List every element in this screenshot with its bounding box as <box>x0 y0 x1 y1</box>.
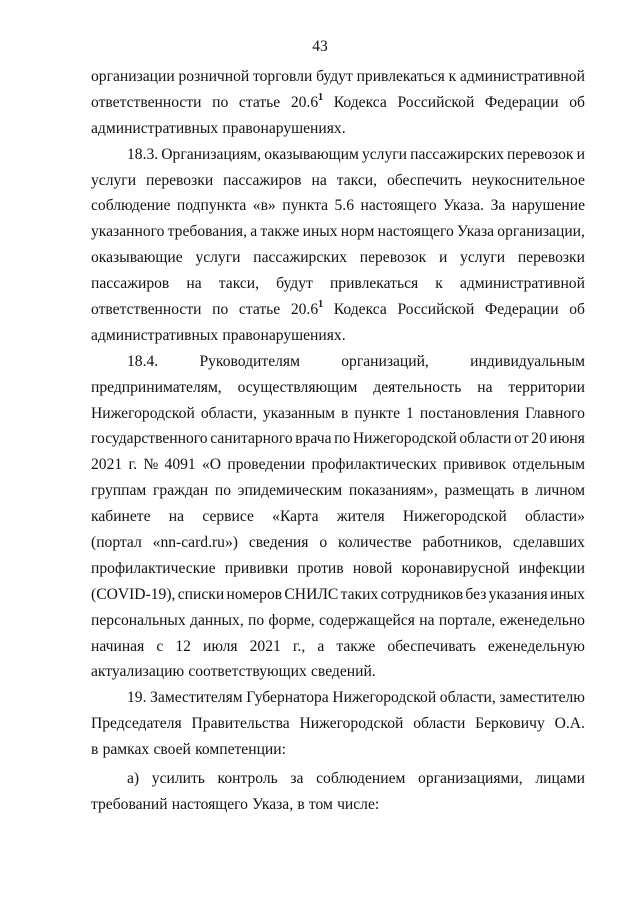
word: Указа, <box>252 795 294 813</box>
word: а <box>317 637 325 655</box>
word: перевозок <box>359 249 427 267</box>
word: новой <box>352 559 393 577</box>
word: иных <box>302 223 338 241</box>
word: с <box>156 637 164 655</box>
word: «Карта <box>272 508 319 526</box>
text-line <box>91 193 585 219</box>
word: постановления <box>419 404 520 422</box>
word: кабинете <box>91 508 151 526</box>
word: соответствующих <box>188 663 307 681</box>
word: против <box>297 559 344 577</box>
word: административных <box>91 119 219 137</box>
word: о <box>319 534 328 552</box>
word: настоящего <box>360 197 437 215</box>
word: на <box>419 611 435 629</box>
word: Указа <box>457 223 495 241</box>
text-line <box>91 685 585 711</box>
word: в <box>91 741 99 759</box>
word: будут <box>316 68 353 85</box>
word: также <box>336 637 376 655</box>
word: перевозки <box>146 171 214 189</box>
word: Берковичу <box>475 715 545 733</box>
word: без <box>465 585 487 603</box>
word: неукоснительное <box>471 171 585 189</box>
word: Российской <box>397 93 475 111</box>
word: 1 <box>406 404 414 422</box>
word: административной <box>459 275 585 293</box>
word: оказывающие <box>91 249 183 267</box>
word: еженедельную <box>487 637 585 655</box>
word: 19. <box>127 689 147 707</box>
word: обеспечить <box>387 171 462 189</box>
text-line <box>91 375 585 401</box>
word: статье <box>238 301 281 319</box>
word: области, <box>439 689 496 707</box>
word: а) <box>127 770 140 788</box>
word: г., <box>292 637 306 655</box>
word: размещать <box>444 482 515 500</box>
word: 2021 <box>91 456 123 474</box>
text-line <box>91 792 585 818</box>
word: об <box>569 301 585 319</box>
word: профилактических <box>311 456 437 474</box>
word: области <box>413 715 466 733</box>
word: на <box>168 508 185 526</box>
text-line <box>91 64 585 90</box>
word: СНИЛС <box>284 585 339 603</box>
word: ответственности <box>91 93 202 111</box>
word: Кодекса <box>333 301 387 319</box>
word: в <box>297 795 305 813</box>
word: требования, <box>167 223 247 241</box>
word: (COVID-19), <box>91 585 176 603</box>
word: Председателя <box>91 715 182 733</box>
text-line <box>91 504 585 530</box>
text-line <box>91 556 585 582</box>
document-body <box>91 64 585 818</box>
word: эпидемическим <box>237 482 343 500</box>
word: ответственности <box>91 301 202 319</box>
word: в <box>521 482 529 500</box>
superscript: 1 <box>318 91 324 103</box>
word: и <box>576 145 585 163</box>
word: а <box>250 223 258 241</box>
word: указания <box>488 585 548 603</box>
word: такси, <box>218 275 260 293</box>
word: усилить <box>151 770 205 788</box>
text-line <box>91 297 585 323</box>
word: санитарного <box>210 430 293 448</box>
word: будут <box>276 275 313 293</box>
word: государственного <box>91 430 208 448</box>
word: прививок <box>443 456 507 474</box>
word: инфекции <box>518 559 585 577</box>
word: сведений. <box>311 663 376 681</box>
word: г. <box>128 456 138 474</box>
word: портале, <box>438 611 496 629</box>
word: области, <box>200 404 257 422</box>
word: пассажиров <box>91 275 170 293</box>
word: организации <box>91 68 175 85</box>
word: сведения <box>248 534 309 552</box>
word: сервисе <box>202 508 254 526</box>
word: привлекаться <box>356 68 445 85</box>
text-line <box>91 245 585 271</box>
word: Заместителям <box>150 689 243 707</box>
word: услуги <box>195 249 241 267</box>
word: территории <box>508 378 585 396</box>
word: пассажиров <box>223 171 302 189</box>
text-line <box>91 219 585 245</box>
word: Правительства <box>191 715 290 733</box>
word: форме, <box>268 611 315 629</box>
word: к <box>435 275 443 293</box>
word: том <box>308 795 333 813</box>
word: (портал <box>91 534 142 552</box>
word: Нижегородской <box>299 715 404 733</box>
word: № <box>143 456 159 474</box>
word: врача <box>295 430 332 448</box>
text-line <box>91 426 585 452</box>
word: еженедельно <box>499 611 585 629</box>
word: 20 <box>531 430 547 448</box>
word: перевозок <box>507 145 574 163</box>
word: «в» <box>252 197 276 215</box>
word: соблюдение <box>91 197 171 215</box>
word: списки <box>177 585 225 603</box>
text-line <box>91 711 585 737</box>
word: настоящего <box>171 795 248 813</box>
word: и <box>438 249 448 267</box>
text-line <box>91 737 585 763</box>
text-line <box>91 582 585 608</box>
text-line <box>91 90 585 116</box>
word: организаций, <box>341 352 429 370</box>
word: начиная <box>91 637 145 655</box>
word: указанного <box>91 223 165 241</box>
word: услуги <box>361 145 407 163</box>
word: по <box>214 482 232 500</box>
word: Нижегородской <box>402 508 507 526</box>
word: компетенции: <box>195 741 286 759</box>
word: данных, <box>190 611 244 629</box>
word: по <box>212 301 229 319</box>
word: подпункта <box>176 197 247 215</box>
word: содержащейся <box>318 611 415 629</box>
word: сделавших <box>512 534 585 552</box>
word: Кодекса <box>333 93 387 111</box>
word: группам <box>91 482 147 500</box>
word: торговли <box>253 68 313 85</box>
word: услуги <box>91 171 137 189</box>
word: также <box>260 223 300 241</box>
word: нарушение <box>511 197 585 215</box>
word: правонарушениях. <box>222 326 346 344</box>
word: Нижегородской <box>352 430 457 448</box>
word: прививки <box>224 559 289 577</box>
word: предпринимателям, <box>91 378 222 396</box>
word: Главного <box>525 404 585 422</box>
word: заместителю <box>499 689 585 707</box>
word: перевозки <box>517 249 585 267</box>
text-line <box>91 766 585 792</box>
text-line <box>91 530 585 556</box>
word: 5.6 <box>334 197 354 215</box>
text-line <box>91 478 585 504</box>
word: пункте <box>354 404 401 422</box>
word: 18.4. <box>127 352 159 370</box>
word: на <box>311 171 327 189</box>
word: Организациям, <box>161 145 262 163</box>
superscript: 1 <box>318 298 324 310</box>
word: рамках <box>102 741 150 759</box>
word: «nn-card.ru») <box>152 534 238 552</box>
word: услуги <box>460 249 506 267</box>
word: обеспечивать <box>387 637 476 655</box>
word: Нижегородской <box>332 689 437 707</box>
word: организациями, <box>418 770 523 788</box>
word: на <box>186 275 202 293</box>
word: осуществляющим <box>237 378 358 396</box>
word: оказывающим <box>264 145 359 163</box>
word: по <box>334 430 351 448</box>
word: 2021 <box>249 637 281 655</box>
word: административной <box>459 68 585 85</box>
word: 12 <box>175 637 191 655</box>
text-line <box>91 659 585 685</box>
word: соблюдением <box>316 770 406 788</box>
text-line <box>91 168 585 194</box>
word: номеров <box>226 585 283 603</box>
word: актуализацию <box>91 663 185 681</box>
word: Российской <box>397 301 475 319</box>
word: к <box>448 68 457 85</box>
word: индивидуальным <box>470 352 585 370</box>
word: организации, <box>497 223 585 241</box>
word: административных <box>91 326 219 344</box>
word: пассажирских <box>253 249 347 267</box>
word: области <box>459 430 512 448</box>
text-line <box>91 608 585 634</box>
word: норм <box>340 223 375 241</box>
word: коронавирусной <box>401 559 510 577</box>
word: на <box>477 378 493 396</box>
word: контроль <box>217 770 278 788</box>
word: 4091 <box>164 456 196 474</box>
word: правонарушениях. <box>222 119 346 137</box>
word: привлекаться <box>329 275 419 293</box>
word: иных <box>549 585 585 603</box>
word: июня <box>549 430 585 448</box>
text-line <box>91 323 585 349</box>
word: персональных <box>91 611 186 629</box>
word: работников, <box>422 534 503 552</box>
word: проведении <box>227 456 306 474</box>
text-line <box>91 401 585 427</box>
text-line <box>91 349 585 375</box>
word: настоящего <box>377 223 454 241</box>
word: об <box>569 93 585 111</box>
word: показаниям», <box>348 482 438 500</box>
word: Федерации <box>484 301 559 319</box>
text-line <box>91 634 585 660</box>
page-number: 43 <box>312 38 328 55</box>
word: личном <box>535 482 585 500</box>
word: «О <box>202 456 222 474</box>
word: граждан <box>153 482 209 500</box>
word: розничной <box>178 68 250 85</box>
word: количестве <box>338 534 412 552</box>
text-line <box>91 271 585 297</box>
word: пассажирских <box>410 145 504 163</box>
word: отдельным <box>512 456 585 474</box>
word: О.А. <box>554 715 585 733</box>
word: июля <box>202 637 238 655</box>
text-line <box>91 116 585 142</box>
word: указанным <box>262 404 336 422</box>
word: такси, <box>336 171 378 189</box>
word: 18.3. <box>127 145 159 163</box>
word: от <box>514 430 529 448</box>
word: Федерации <box>484 93 559 111</box>
word: пункта <box>282 197 329 215</box>
word: За <box>490 197 506 215</box>
word: 20.6$^1$ <box>290 298 324 319</box>
word: сотрудников <box>380 585 464 603</box>
text-line <box>91 452 585 478</box>
word: по <box>212 93 229 111</box>
word: профилактические <box>91 559 216 577</box>
word: лицами <box>535 770 585 788</box>
text-line <box>91 142 585 168</box>
word: Руководителям <box>199 352 300 370</box>
word: деятельность <box>373 378 462 396</box>
word: своей <box>153 741 191 759</box>
word: числе: <box>337 795 380 813</box>
word: за <box>290 770 304 788</box>
word: Указа. <box>443 197 485 215</box>
word: области» <box>524 508 585 526</box>
word: Губернатора <box>246 689 329 707</box>
word: 20.6$^1$ <box>290 91 324 111</box>
word: статье <box>238 93 281 111</box>
word: Нижегородской <box>91 404 195 422</box>
word: таких <box>340 585 379 603</box>
word: по <box>248 611 265 629</box>
word: в <box>341 404 349 422</box>
word: жителя <box>336 508 385 526</box>
word: требований <box>91 795 168 813</box>
